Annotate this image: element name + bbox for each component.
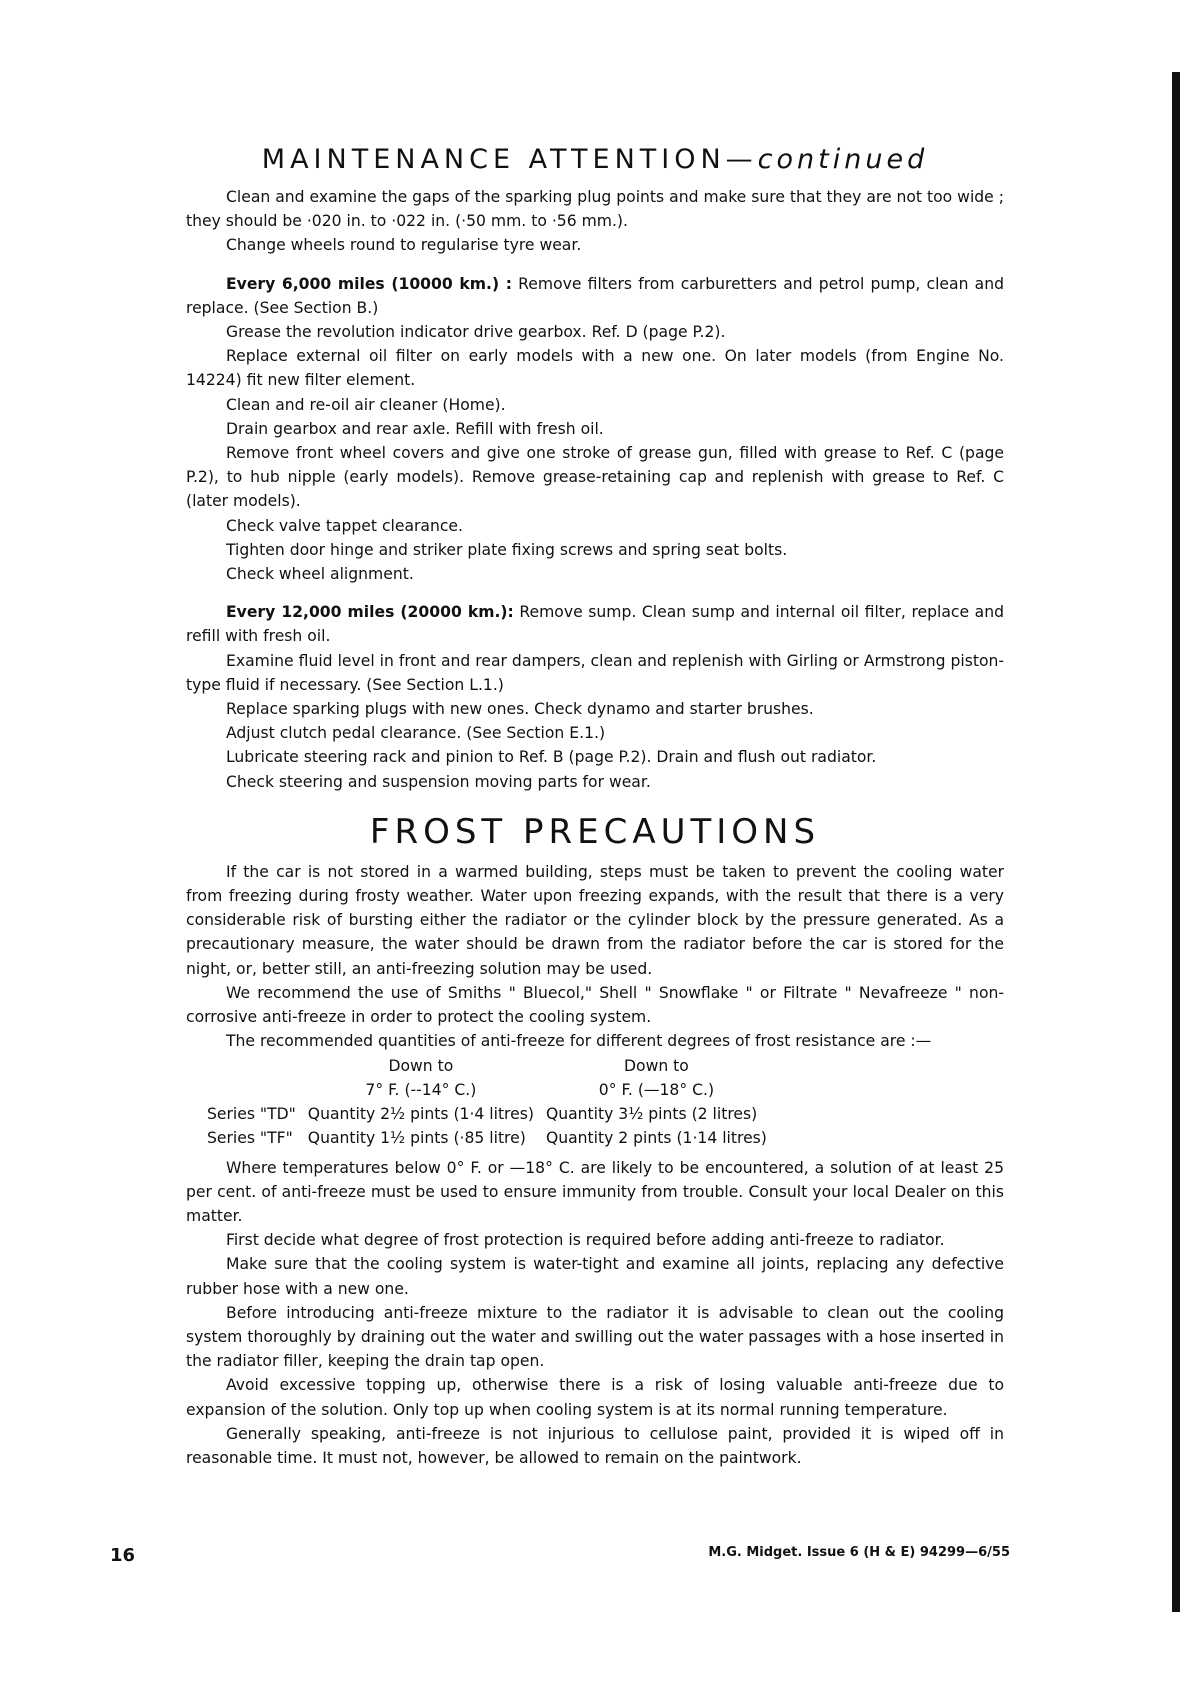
every6-label: Every 6,000 miles (10000 km.) :	[226, 274, 512, 293]
maint-para-15: Adjust clutch pedal clearance. (See Section E.1.)	[226, 724, 606, 743]
row2-q1: Quantity 1½ pints (·85 litre)	[307, 1128, 526, 1147]
maint-para-4: Grease the revolution indicator drive gearbox. Ref. D (page P.2).	[226, 323, 726, 342]
right-margin-bar	[1172, 72, 1180, 1612]
frost-para-1: If the car is not stored in a warmed building, steps must be taken to prevent the cooling water from freezing during frosty weather. Water upon freezing expands, with the result that there is a very considerable risk of bursting either the radiator or the cylinder block by the pressure generated. As a precautionary measure, the water should be drawn from the radiator before the car is stored for the night, or, better still, an anti-freezing solution may be used.	[186, 862, 1004, 978]
page-number: 16	[110, 1545, 136, 1566]
maint-para-1: Clean and examine the gaps of the sparking plug points and make sure that they are not too wide ; they should be ·020 in. to ·022 in. (·50 mm. to ·56 mm.).	[186, 188, 1004, 231]
col1-head-1: Down to	[388, 1056, 454, 1075]
frost-para-3: The recommended quantities of anti-freeze for different degrees of frost resistance are :—	[226, 1032, 932, 1051]
maint-para-13: Examine fluid level in front and rear dampers, clean and replenish with Girling or Armstrong piston-type fluid if necessary. (See Section L.1.)	[186, 651, 1004, 694]
maint-para-11: Check wheel alignment.	[226, 565, 414, 584]
every6-text: Remove filters from carburetters and petrol pump, clean and replace. (See Section B.)	[186, 274, 1004, 317]
every12-text: Remove sump. Clean sump and internal oil filter, replace and refill with fresh oil.	[186, 603, 1004, 646]
table-row	[201, 1102, 773, 1126]
table-row	[201, 1126, 773, 1150]
maint-para-6: Clean and re-oil air cleaner (Home).	[226, 395, 506, 414]
maint-para-every6	[186, 272, 1004, 320]
maint-para-5: Replace external oil filter on early models with a new one. On later models (from Engine No. 14224) fit new filter element.	[186, 347, 1004, 390]
row1-q1: Quantity 2½ pints (1·4 litres)	[307, 1104, 534, 1123]
maint-para-9: Check valve tappet clearance.	[226, 516, 463, 535]
frost-para-2: We recommend the use of Smiths " Bluecol," Shell " Snowflake " or Filtrate " Nevafreeze " non-corrosive anti-freeze in order to protect the cooling system.	[186, 983, 1004, 1027]
frost-para-4: Where temperatures below 0° F. or —18° C. are likely to be encountered, a solution of at least 25 per cent. of anti-freeze must be used to ensure immunity from trouble. Consult your local Dealer on this matter.	[186, 1158, 1004, 1225]
frost-para-5: First decide what degree of frost protection is required before adding anti-freeze to radiator.	[226, 1231, 945, 1250]
page-body	[186, 144, 1004, 1470]
table-head-row-2	[201, 1078, 773, 1102]
table-head-row-1	[201, 1054, 773, 1078]
antifreeze-table	[201, 1054, 773, 1150]
row1-series: Series "TD"	[207, 1104, 296, 1123]
maint-para-every12	[186, 600, 1004, 648]
maint-para-8: Remove front wheel covers and give one stroke of grease gun, filled with grease to Ref. C (page P.2), to hub nipple (early models). Remove grease-retaining cap and replenish with grease to Ref. C (later models).	[186, 444, 1004, 511]
row2-q2: Quantity 2 pints (1·14 litres)	[545, 1128, 767, 1147]
row1-q2: Quantity 3½ pints (2 litres)	[545, 1104, 758, 1123]
col2-head-2: 0° F. (—18° C.)	[598, 1080, 715, 1099]
row2-series: Series "TF"	[207, 1128, 293, 1147]
every12-label: Every 12,000 miles (20000 km.):	[226, 603, 514, 622]
maint-para-17: Check steering and suspension moving parts for wear.	[226, 772, 651, 791]
section-title-maintenance: MAINTENANCE ATTENTION—continued	[261, 144, 929, 175]
col2-head-1: Down to	[624, 1056, 689, 1075]
section-title-frost: FROST PRECAUTIONS	[369, 811, 821, 852]
col1-head-2: 7° F. (--14° C.)	[365, 1080, 477, 1099]
frost-para-8: Avoid excessive topping up, otherwise there is a risk of losing valuable anti-freeze due to expansion of the solution. Only top up when cooling system is at its normal running temperature.	[186, 1376, 1004, 1419]
publication-reference: M.G. Midget. Issue 6 (H & E) 94299—6/55	[708, 1545, 1010, 1560]
title-continued: continued	[757, 144, 929, 175]
maint-para-2: Change wheels round to regularise tyre wear.	[226, 236, 582, 255]
frost-para-9: Generally speaking, anti-freeze is not injurious to cellulose paint, provided it is wiped off in reasonable time. It must not, however, be allowed to remain on the paintwork.	[186, 1424, 1004, 1467]
maint-para-10: Tighten door hinge and striker plate fixing screws and spring seat bolts.	[226, 540, 788, 559]
maint-para-14: Replace sparking plugs with new ones. Check dynamo and starter brushes.	[226, 700, 814, 719]
maint-para-7: Drain gearbox and rear axle. Refill with fresh oil.	[226, 419, 604, 438]
frost-para-7: Before introducing anti-freeze mixture to the radiator it is advisable to clean out the cooling system thoroughly by draining out the water and swilling out the water passages with a hose inserted in the radiator filler, keeping the drain tap open.	[186, 1303, 1004, 1371]
frost-para-6: Make sure that the cooling system is water-tight and examine all joints, replacing any defective rubber hose with a new one.	[186, 1255, 1004, 1298]
maint-para-16: Lubricate steering rack and pinion to Ref. B (page P.2). Drain and flush out radiator.	[226, 748, 877, 767]
